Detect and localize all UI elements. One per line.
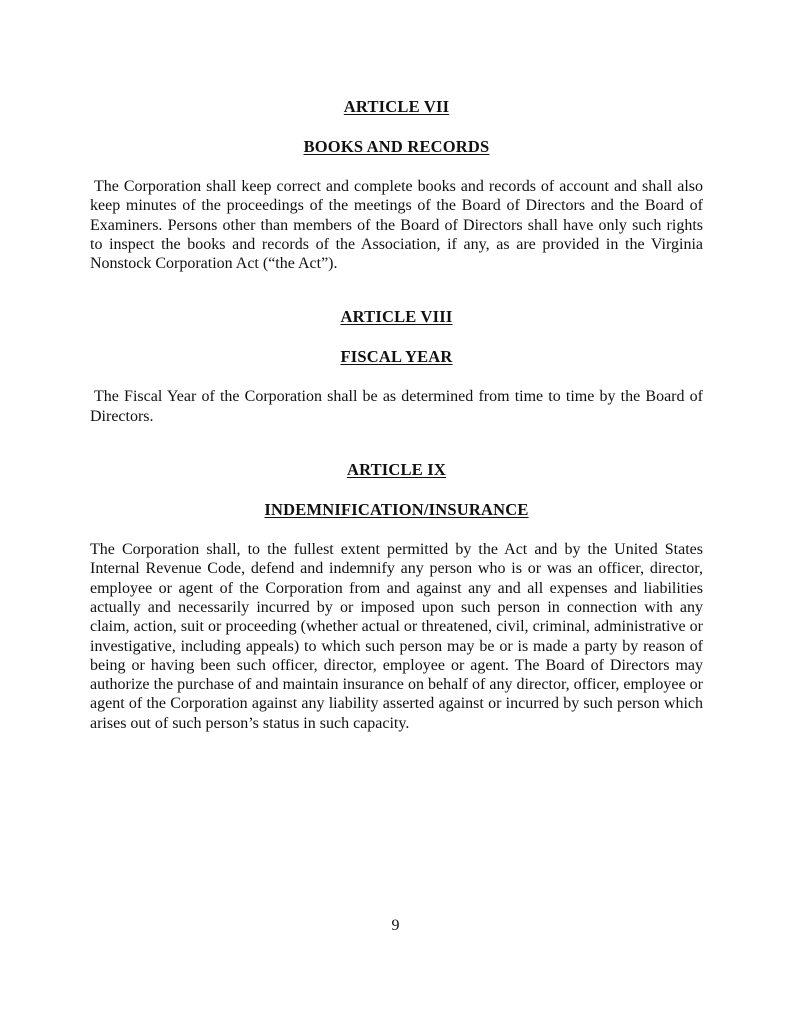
books-and-records-title: BOOKS AND RECORDS bbox=[303, 137, 490, 156]
document-content bbox=[90, 97, 703, 733]
article-viii-heading: ARTICLE VIII bbox=[340, 307, 453, 327]
fiscal-year-paragraph: The Fiscal Year of the Corporation shall be as determined from time to time by the Board of Directors. bbox=[90, 388, 703, 425]
section-article-vii bbox=[90, 97, 703, 273]
indemnification-insurance-paragraph: The Corporation shall, to the fullest extent permitted by the Act and by the United States Internal Revenue Code, defend and indemnify any person who is or was an officer, director, employee or agent of the Corporation from and against any and all expenses and liabilities actually and necessarily incurred by or imposed upon such person in connection with any claim, action, suit or proceeding (whether actual or threatened, civil, criminal, administrative or investigative, including appeals) to which such person may be or is made a party by reason of being or having been such officer, director, employee or agent. The Board of Directors may authorize the purchase of and maintain insurance on behalf of any director, officer, employee or agent of the Corporation against any liability asserted against or incurred by such person which arises out of such person’s status in such capacity. bbox=[90, 541, 703, 732]
fiscal-year-title: FISCAL YEAR bbox=[340, 347, 453, 367]
article-ix-heading: ARTICLE IX bbox=[346, 460, 447, 480]
section-article-ix bbox=[90, 460, 703, 733]
books-and-records-paragraph: The Corporation shall keep correct and complete books and records of account and shall also keep minutes of the proceedings of the meetings of the Board of Directors and the Board of Examiners. Persons other than members of the Board of Directors shall have only such rights to inspect the books and records of the Association, if any, as are provided in the Virginia Nonstock Corporation Act (“the Act”). bbox=[90, 178, 703, 273]
article-vii-heading: ARTICLE VII bbox=[343, 97, 450, 116]
page-number: 9 bbox=[391, 917, 400, 934]
section-article-viii bbox=[90, 307, 703, 426]
indemnification-insurance-title: INDEMNIFICATION/INSURANCE bbox=[264, 500, 529, 520]
